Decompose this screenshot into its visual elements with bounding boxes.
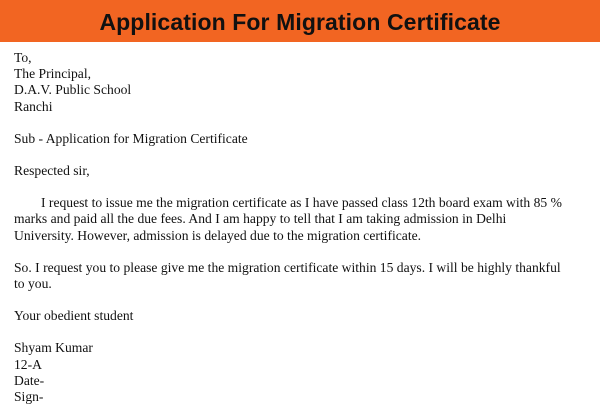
page-header (0, 0, 600, 42)
letter-body (14, 50, 594, 405)
body-paragraph-2-line: So. I request you to please give me the migration certificate within 15 days. I will be highly thankful (14, 259, 561, 275)
salutation: Respected sir, (14, 163, 90, 179)
address-line: To, (14, 50, 32, 65)
address-line: Ranchi (14, 98, 53, 114)
page-title: Application For Migration Certificate (99, 8, 501, 35)
body-paragraph-1-line: University. However, admission is delayed due to the migration certificate. (14, 227, 422, 243)
body-paragraph-1-line: I request to issue me the migration certificate as I have passed class 12th board exam with 85 % (41, 195, 562, 211)
address-line: D.A.V. Public School (14, 82, 132, 98)
address-line: The Principal, (14, 66, 92, 82)
closing-line: Your obedient student (14, 308, 134, 324)
signature-name: Shyam Kumar (14, 340, 93, 356)
signature-date: Date- (14, 372, 45, 388)
signature-class: 12-A (14, 356, 42, 372)
body-paragraph-1-line: marks and paid all the due fees. And I am happy to tell that I am taking admission in Delhi (14, 211, 507, 227)
signature-sign: Sign- (14, 389, 44, 405)
body-paragraph-2-line: to you. (14, 276, 52, 292)
subject-line: Sub - Application for Migration Certificate (14, 130, 248, 146)
